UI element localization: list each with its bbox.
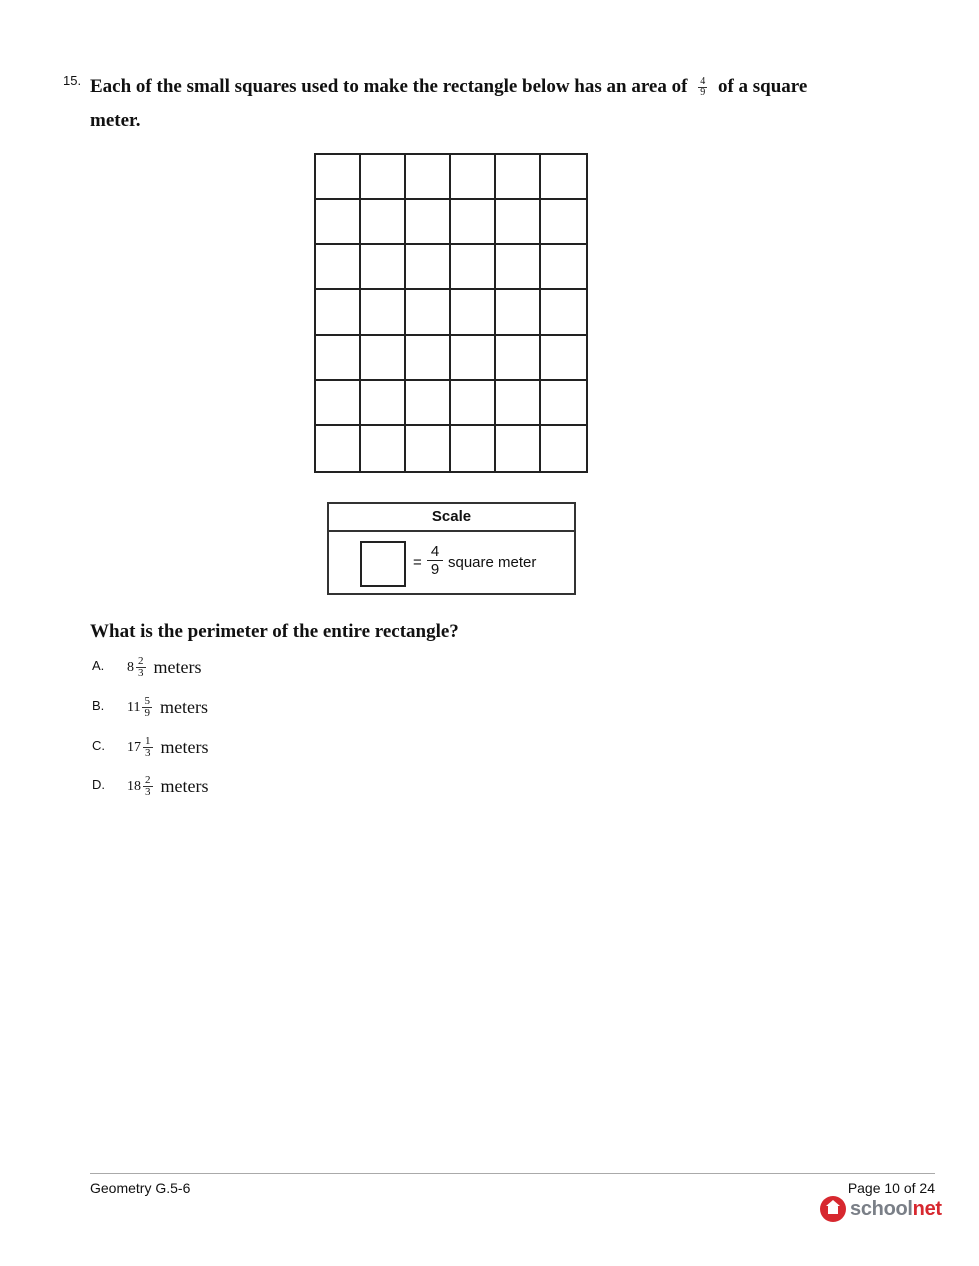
grid-cell [316, 245, 361, 290]
grid-cell [316, 200, 361, 245]
schoolnet-logo [820, 1195, 942, 1223]
choice-denominator: 3 [145, 786, 151, 799]
grid-cell [496, 336, 541, 381]
grid-cell [496, 245, 541, 290]
logo-wordmark [850, 1198, 942, 1221]
footer-divider [90, 1173, 935, 1174]
grid-cell [541, 290, 586, 335]
grid-cell [541, 336, 586, 381]
choice-denominator: 9 [144, 707, 150, 720]
choice-numerator: 2 [138, 655, 144, 668]
scale-unit-label: square meter [448, 554, 537, 571]
grid-cell [316, 290, 361, 335]
grid-cell [406, 426, 451, 471]
choice-numerator: 2 [145, 774, 151, 787]
scale-unit-square [360, 541, 406, 587]
choice-fraction [142, 696, 152, 719]
scale-body [329, 532, 574, 595]
choice-numerator: 1 [145, 735, 151, 748]
grid-cell [361, 290, 406, 335]
grid-cell [406, 336, 451, 381]
grid-cell [451, 336, 496, 381]
grid-cell [361, 336, 406, 381]
scale-box [327, 502, 576, 595]
stem-fraction-denominator: 9 [700, 87, 706, 99]
stem-fraction [698, 77, 707, 98]
scale-equals: = [413, 554, 422, 571]
choice-letter: C. [92, 738, 105, 753]
choice-whole: 17 [127, 739, 141, 755]
grid-cell [406, 155, 451, 200]
grid-cell [496, 426, 541, 471]
logo-part2: net [912, 1197, 942, 1220]
scale-fraction-denominator: 9 [430, 561, 440, 578]
choice-denominator: 3 [145, 747, 151, 760]
choice-whole: 8 [127, 659, 134, 675]
choice-unit: meters [153, 657, 202, 678]
grid-cell [406, 245, 451, 290]
choice-answer [127, 696, 208, 719]
scale-fraction-numerator: 4 [427, 544, 443, 561]
grid-cell [406, 290, 451, 335]
choice-denominator: 3 [138, 667, 144, 680]
grid-cell [541, 381, 586, 426]
question-prompt: What is the perimeter of the entire rectangle? [90, 621, 459, 642]
grid-cell [541, 245, 586, 290]
choice-fraction [143, 736, 153, 759]
choice-answer [127, 656, 201, 679]
choice-unit: meters [160, 737, 209, 758]
logo-part1: school [850, 1197, 913, 1220]
stem-text-part2: of a square meter. [90, 76, 808, 131]
grid-cell [316, 381, 361, 426]
grid-cell [361, 200, 406, 245]
choice-whole: 11 [127, 699, 141, 715]
choice-answer [127, 775, 208, 798]
grid-cell [361, 155, 406, 200]
grid-cell [316, 155, 361, 200]
grid-cell [316, 426, 361, 471]
choice-fraction [143, 775, 153, 798]
grid-cell [541, 155, 586, 200]
grid-cell [451, 381, 496, 426]
stem-text-part1: Each of the small squares used to make the rectangle below has an area of [90, 76, 688, 97]
question-stem [90, 70, 850, 138]
grid-cell [406, 200, 451, 245]
choice-unit: meters [160, 776, 209, 797]
scale-fraction [427, 544, 443, 577]
stem-fraction-numerator: 4 [700, 76, 706, 88]
grid-cell [451, 290, 496, 335]
choice-unit: meters [159, 697, 208, 718]
grid-cell [451, 426, 496, 471]
grid-cell [541, 200, 586, 245]
grid-cell [406, 381, 451, 426]
rectangle-grid [315, 154, 587, 472]
footer-page-number: Page 10 of 24 [847, 1180, 935, 1196]
grid-cell [496, 200, 541, 245]
choice-letter: A. [92, 658, 105, 673]
choice-numerator: 5 [144, 695, 150, 708]
grid-cell [541, 426, 586, 471]
grid-cell [361, 426, 406, 471]
choice-fraction [136, 656, 146, 679]
choice-letter: D. [92, 777, 105, 792]
scale-title: Scale [329, 504, 574, 532]
grid-cell [451, 245, 496, 290]
grid-cell [451, 200, 496, 245]
house-icon [820, 1196, 846, 1222]
grid-cell [316, 336, 361, 381]
grid-cell [496, 381, 541, 426]
grid-cell [451, 155, 496, 200]
grid-cell [496, 155, 541, 200]
question-number: 15. [63, 73, 82, 88]
grid-cell [361, 381, 406, 426]
choice-whole: 18 [127, 778, 141, 794]
grid-cell [496, 290, 541, 335]
choice-letter: B. [92, 698, 105, 713]
footer-subject: Geometry G.5-6 [90, 1180, 191, 1196]
choice-answer [127, 736, 208, 759]
grid-cell [361, 245, 406, 290]
